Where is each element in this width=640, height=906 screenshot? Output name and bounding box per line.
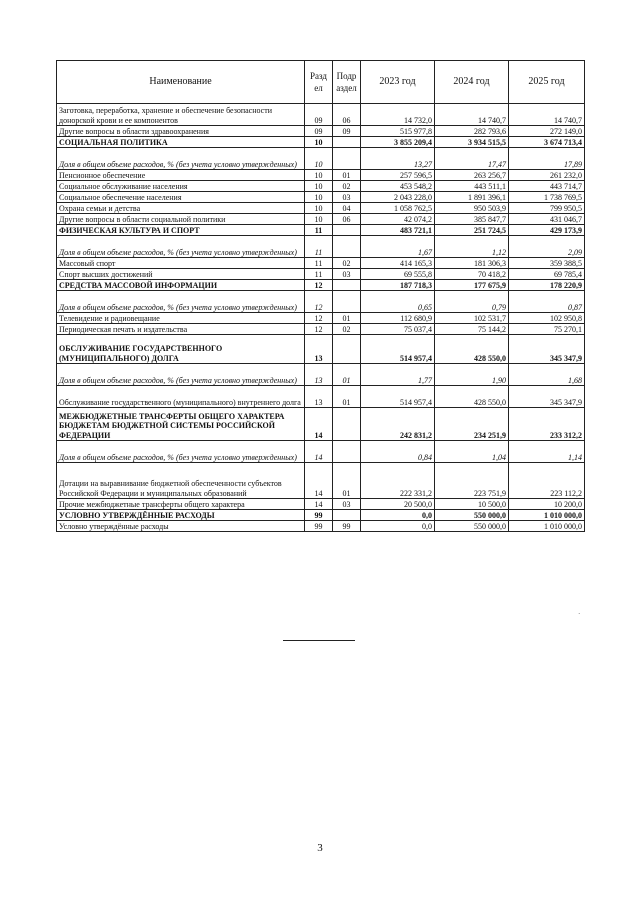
table-row (57, 386, 585, 408)
row-section: 10 (305, 181, 333, 192)
row-name: Заготовка, переработка, хранение и обеспечение безопасности донорской крови и ее компонентов (57, 104, 305, 126)
row-name: Доля в общем объеме расходов, % (без учета условно утвержденных) (57, 441, 305, 463)
row-section: 10 (305, 214, 333, 225)
row-section: 10 (305, 137, 333, 148)
row-value-2023: 14 732,0 (361, 104, 435, 126)
row-subsection (333, 510, 361, 521)
row-name: Условно утверждённые расходы (57, 521, 305, 532)
row-section: 99 (305, 510, 333, 521)
row-value-2023: 69 555,8 (361, 269, 435, 280)
row-value-2025: 429 173,9 (509, 225, 585, 236)
row-name: Массовый спорт (57, 258, 305, 269)
row-section: 10 (305, 170, 333, 181)
row-value-2025: 69 785,4 (509, 269, 585, 280)
header-subsection: Подр аздел (333, 61, 361, 104)
row-section: 11 (305, 269, 333, 280)
row-value-2025: 261 232,0 (509, 170, 585, 181)
row-section: 09 (305, 104, 333, 126)
table-row (57, 510, 585, 521)
header-2024: 2024 год (435, 61, 509, 104)
table-row (57, 463, 585, 499)
table-row (57, 364, 585, 386)
row-value-2025: 799 950,5 (509, 203, 585, 214)
row-value-2025: 102 950,8 (509, 313, 585, 324)
row-value-2024: 443 511,1 (435, 181, 509, 192)
row-value-2023: 483 721,1 (361, 225, 435, 236)
row-value-2024: 223 751,9 (435, 463, 509, 499)
row-name: Доля в общем объеме расходов, % (без учета условно утвержденных) (57, 364, 305, 386)
table-row (57, 269, 585, 280)
row-subsection (333, 225, 361, 236)
row-value-2024: 263 256,7 (435, 170, 509, 181)
row-name: МЕЖБЮДЖЕТНЫЕ ТРАНСФЕРТЫ ОБЩЕГО ХАРАКТЕРА БЮДЖЕТАМ БЮДЖЕТНОЙ СИСТЕМЫ РОССИЙСКОЙ ФЕДЕРАЦИИ (57, 408, 305, 441)
row-value-2023: 0,0 (361, 521, 435, 532)
row-subsection: 99 (333, 521, 361, 532)
header-name: Наименование (57, 61, 305, 104)
margin-mark: · (578, 610, 581, 618)
row-value-2024: 14 740,7 (435, 104, 509, 126)
row-value-2024: 1,04 (435, 441, 509, 463)
table-row (57, 324, 585, 335)
row-value-2024: 0,79 (435, 291, 509, 313)
row-section: 12 (305, 324, 333, 335)
row-value-2025: 14 740,7 (509, 104, 585, 126)
row-value-2024: 428 550,0 (435, 335, 509, 364)
row-value-2023: 0,84 (361, 441, 435, 463)
row-section: 12 (305, 280, 333, 291)
row-value-2023: 453 548,2 (361, 181, 435, 192)
row-value-2024: 75 144,2 (435, 324, 509, 335)
row-name: Обслуживание государственного (муниципального) внутреннего долга (57, 386, 305, 408)
row-name: Доля в общем объеме расходов, % (без учета условно утвержденных) (57, 148, 305, 170)
header-2025: 2025 год (509, 61, 585, 104)
row-subsection (333, 236, 361, 258)
row-value-2025: 272 149,0 (509, 126, 585, 137)
row-value-2025: 233 312,2 (509, 408, 585, 441)
table-row (57, 137, 585, 148)
row-section: 99 (305, 521, 333, 532)
table-row (57, 203, 585, 214)
row-name: Социальное обеспечение населения (57, 192, 305, 203)
row-subsection: 01 (333, 364, 361, 386)
header-section: Разд ел (305, 61, 333, 104)
row-section: 13 (305, 335, 333, 364)
row-value-2025: 431 046,7 (509, 214, 585, 225)
row-name: УСЛОВНО УТВЕРЖДЁННЫЕ РАСХОДЫ (57, 510, 305, 521)
row-value-2023: 42 074,2 (361, 214, 435, 225)
table-row (57, 192, 585, 203)
row-value-2023: 187 718,3 (361, 280, 435, 291)
row-section: 10 (305, 192, 333, 203)
row-value-2023: 2 043 228,0 (361, 192, 435, 203)
row-subsection (333, 280, 361, 291)
row-section: 14 (305, 499, 333, 510)
row-section: 10 (305, 148, 333, 170)
table-row (57, 291, 585, 313)
row-subsection: 03 (333, 499, 361, 510)
row-name: Спорт высших достижений (57, 269, 305, 280)
row-value-2023: 1 058 762,5 (361, 203, 435, 214)
budget-table (56, 60, 585, 532)
table-row (57, 126, 585, 137)
table-row (57, 214, 585, 225)
row-value-2024: 10 500,0 (435, 499, 509, 510)
row-value-2023: 0,0 (361, 510, 435, 521)
row-value-2023: 414 165,3 (361, 258, 435, 269)
row-subsection (333, 335, 361, 364)
row-subsection: 02 (333, 181, 361, 192)
row-section: 13 (305, 386, 333, 408)
row-value-2023: 20 500,0 (361, 499, 435, 510)
row-subsection: 09 (333, 126, 361, 137)
row-value-2024: 181 306,3 (435, 258, 509, 269)
row-subsection: 03 (333, 269, 361, 280)
row-section: 12 (305, 313, 333, 324)
row-section: 09 (305, 126, 333, 137)
row-value-2024: 251 724,5 (435, 225, 509, 236)
row-name: СРЕДСТВА МАССОВОЙ ИНФОРМАЦИИ (57, 280, 305, 291)
row-subsection: 06 (333, 214, 361, 225)
row-value-2024: 1 891 396,1 (435, 192, 509, 203)
row-subsection (333, 408, 361, 441)
row-value-2023: 514 957,4 (361, 335, 435, 364)
row-section: 10 (305, 203, 333, 214)
row-value-2024: 1,12 (435, 236, 509, 258)
row-value-2024: 102 531,7 (435, 313, 509, 324)
row-value-2023: 13,27 (361, 148, 435, 170)
row-subsection (333, 148, 361, 170)
row-section: 11 (305, 236, 333, 258)
table-row (57, 499, 585, 510)
row-section: 14 (305, 463, 333, 499)
row-value-2024: 385 847,7 (435, 214, 509, 225)
row-value-2024: 70 418,2 (435, 269, 509, 280)
row-value-2025: 1 010 000,0 (509, 510, 585, 521)
row-name: Доля в общем объеме расходов, % (без учета условно утвержденных) (57, 236, 305, 258)
row-value-2024: 950 503,9 (435, 203, 509, 214)
row-value-2024: 234 251,9 (435, 408, 509, 441)
row-value-2023: 1,67 (361, 236, 435, 258)
table-row (57, 441, 585, 463)
row-value-2025: 178 220,9 (509, 280, 585, 291)
row-subsection: 01 (333, 386, 361, 408)
table-row (57, 280, 585, 291)
row-subsection: 01 (333, 463, 361, 499)
row-value-2024: 17,47 (435, 148, 509, 170)
row-subsection: 01 (333, 170, 361, 181)
row-value-2025: 0,87 (509, 291, 585, 313)
row-name: Прочие межбюджетные трансферты общего характера (57, 499, 305, 510)
row-subsection: 01 (333, 313, 361, 324)
row-value-2024: 550 000,0 (435, 510, 509, 521)
table-body (57, 104, 585, 532)
row-name: Доля в общем объеме расходов, % (без учета условно утвержденных) (57, 291, 305, 313)
row-value-2024: 177 675,9 (435, 280, 509, 291)
row-subsection: 06 (333, 104, 361, 126)
row-subsection: 02 (333, 324, 361, 335)
row-value-2024: 428 550,0 (435, 386, 509, 408)
row-value-2025: 3 674 713,4 (509, 137, 585, 148)
row-name: Периодическая печать и издательства (57, 324, 305, 335)
row-name: Охрана семьи и детства (57, 203, 305, 214)
table-row (57, 408, 585, 441)
row-value-2024: 1,90 (435, 364, 509, 386)
row-value-2025: 345 347,9 (509, 386, 585, 408)
row-subsection: 03 (333, 192, 361, 203)
row-value-2023: 0,65 (361, 291, 435, 313)
row-name: Дотации на выравнивание бюджетной обеспеченности субъектов Российской Федерации и муниципальных образований (57, 463, 305, 499)
row-name: ОБСЛУЖИВАНИЕ ГОСУДАРСТВЕННОГО (МУНИЦИПАЛЬНОГО) ДОЛГА (57, 335, 305, 364)
table-row (57, 225, 585, 236)
row-section: 14 (305, 441, 333, 463)
row-value-2025: 223 112,2 (509, 463, 585, 499)
row-value-2023: 112 680,9 (361, 313, 435, 324)
row-subsection: 02 (333, 258, 361, 269)
row-value-2025: 1 010 000,0 (509, 521, 585, 532)
table-row (57, 148, 585, 170)
row-subsection (333, 291, 361, 313)
row-value-2025: 1,68 (509, 364, 585, 386)
header-2023: 2023 год (361, 61, 435, 104)
row-value-2023: 515 977,8 (361, 126, 435, 137)
row-value-2023: 257 596,5 (361, 170, 435, 181)
row-value-2025: 1 738 769,5 (509, 192, 585, 203)
row-value-2025: 1,14 (509, 441, 585, 463)
row-section: 11 (305, 258, 333, 269)
row-value-2025: 10 200,0 (509, 499, 585, 510)
row-value-2025: 17,89 (509, 148, 585, 170)
row-value-2025: 443 714,7 (509, 181, 585, 192)
table-row (57, 181, 585, 192)
row-subsection: 04 (333, 203, 361, 214)
row-value-2023: 75 037,4 (361, 324, 435, 335)
table-row (57, 521, 585, 532)
row-section: 11 (305, 225, 333, 236)
row-subsection (333, 441, 361, 463)
row-value-2023: 514 957,4 (361, 386, 435, 408)
table-row (57, 313, 585, 324)
table-row (57, 258, 585, 269)
row-value-2023: 222 331,2 (361, 463, 435, 499)
row-value-2025: 75 270,1 (509, 324, 585, 335)
row-value-2025: 2,09 (509, 236, 585, 258)
row-value-2024: 550 000,0 (435, 521, 509, 532)
row-name: ФИЗИЧЕСКАЯ КУЛЬТУРА И СПОРТ (57, 225, 305, 236)
row-value-2024: 282 793,6 (435, 126, 509, 137)
row-subsection (333, 137, 361, 148)
row-section: 12 (305, 291, 333, 313)
table-row (57, 170, 585, 181)
row-name: Другие вопросы в области социальной политики (57, 214, 305, 225)
row-value-2023: 3 855 209,4 (361, 137, 435, 148)
table-header-row (57, 61, 585, 104)
row-value-2023: 242 831,2 (361, 408, 435, 441)
row-name: Телевидение и радиовещание (57, 313, 305, 324)
row-value-2025: 359 388,5 (509, 258, 585, 269)
row-value-2025: 345 347,9 (509, 335, 585, 364)
table-row (57, 236, 585, 258)
row-section: 14 (305, 408, 333, 441)
end-rule (283, 640, 355, 641)
row-name: Пенсионное обеспечение (57, 170, 305, 181)
row-name: Социальное обслуживание населения (57, 181, 305, 192)
row-value-2024: 3 934 515,5 (435, 137, 509, 148)
page-number: 3 (317, 842, 323, 854)
row-name: Другие вопросы в области здравоохранения (57, 126, 305, 137)
table-row (57, 335, 585, 364)
row-value-2023: 1,77 (361, 364, 435, 386)
table-row (57, 104, 585, 126)
row-name: СОЦИАЛЬНАЯ ПОЛИТИКА (57, 137, 305, 148)
row-section: 13 (305, 364, 333, 386)
